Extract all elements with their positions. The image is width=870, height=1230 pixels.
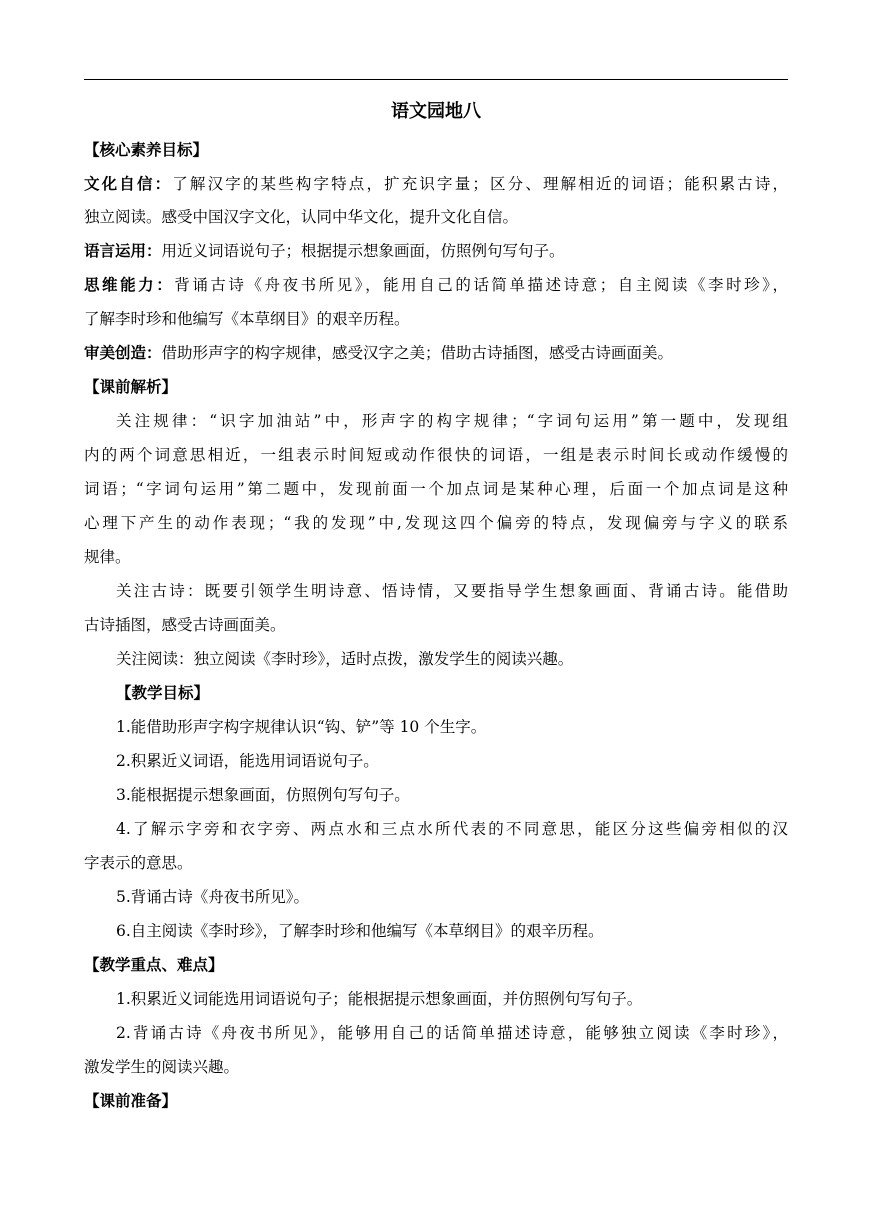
teaching-goal-item-cont: 字表示的意思。 bbox=[84, 854, 193, 872]
teaching-goal-item: 3.能根据提示想象画面，仿照例句写句子。 bbox=[116, 786, 410, 804]
analysis-paragraph-line: 心理下产生的动作表现；“我的发现”中,发现这四个偏旁的特点，发现偏旁与字义的联系 bbox=[84, 514, 788, 532]
key-point-item: 2.背诵古诗《舟夜书所见》，能够用自己的话简单描述诗意，能够独立阅读《李时珍》， bbox=[116, 1024, 788, 1042]
analysis-paragraph-line: 关注古诗：既要引领学生明诗意、悟诗情，又要指导学生想象画面、背诵古诗。能借助 bbox=[116, 582, 788, 600]
analysis-paragraph-line: 关注规律：“识字加油站”中，形声字的构字规律；“字词句运用”第一题中，发现组 bbox=[116, 412, 788, 430]
core-goal-culture-cont: 独立阅读。感受中国汉字文化，认同中华文化，提升文化自信。 bbox=[84, 208, 519, 226]
analysis-paragraph-line: 规律。 bbox=[84, 548, 131, 566]
section-heading-teaching-goals: 【教学目标】 bbox=[116, 683, 210, 702]
key-point-item: 1.积累近义词能选用词语说句子；能根据提示想象画面，并仿照例句写句子。 bbox=[116, 990, 643, 1008]
core-goal-culture bbox=[84, 173, 788, 195]
analysis-paragraph-line: 内的两个词意思相近，一组表示时间短或动作很快的词语，一组是表示时间长或动作缓慢的 bbox=[84, 446, 788, 464]
teaching-goal-item: 4.了解示字旁和衣字旁、两点水和三点水所代表的不同意思，能区分这些偏旁相似的汉 bbox=[116, 820, 788, 838]
page-title: 语文园地八 bbox=[391, 101, 481, 122]
core-goal-thinking-cont: 了解李时珍和他编写《本草纲目》的艰辛历程。 bbox=[84, 310, 410, 328]
analysis-paragraph-line: 古诗插图，感受古诗画面美。 bbox=[84, 616, 286, 634]
section-heading-core-goals: 【核心素养目标】 bbox=[84, 140, 209, 159]
core-goal-thinking bbox=[84, 274, 788, 296]
core-goal-aesthetic bbox=[84, 342, 788, 364]
core-goal-label: 语言运用： bbox=[84, 241, 162, 260]
core-goal-label: 思维能力： bbox=[84, 275, 175, 294]
core-goal-text: 背诵古诗《舟夜书所见》，能用自己的话简单描述诗意；自主阅读《李时珍》， bbox=[174, 276, 788, 294]
core-goal-text: 了解汉字的某些构字特点，扩充识字量；区分、理解相近的词语；能积累古诗， bbox=[172, 175, 788, 193]
teaching-goal-item: 5.背诵古诗《舟夜书所见》。 bbox=[116, 888, 310, 906]
analysis-paragraph-line: 关注阅读：独立阅读《李时珍》，适时点拨，激发学生的阅读兴趣。 bbox=[116, 650, 574, 668]
analysis-paragraph-line: 词语；“字词句运用”第二题中，发现前面一个加点词是某种心理，后面一个加点词是这种 bbox=[84, 480, 788, 498]
core-goal-label: 文化自信： bbox=[84, 174, 173, 193]
teaching-goal-item: 6.自主阅读《李时珍》，了解李时珍和他编写《本草纲目》的艰辛历程。 bbox=[116, 922, 604, 940]
header-rule bbox=[84, 79, 788, 80]
section-heading-analysis: 【课前解析】 bbox=[84, 377, 178, 396]
core-goal-label: 审美创造： bbox=[84, 343, 162, 362]
teaching-goal-item: 2.积累近义词语，能选用词语说句子。 bbox=[116, 752, 379, 770]
core-goal-text: 借助形声字的构字规律，感受汉字之美；借助古诗插图，感受古诗画面美。 bbox=[161, 344, 674, 362]
key-point-item-cont: 激发学生的阅读兴趣。 bbox=[84, 1058, 240, 1076]
core-goal-text: 用近义词语说句子；根据提示想象画面，仿照例句写句子。 bbox=[161, 242, 565, 260]
section-heading-preparation: 【课前准备】 bbox=[84, 1091, 178, 1110]
section-heading-key-points: 【教学重点、难点】 bbox=[84, 955, 224, 974]
teaching-goal-item: 1.能借助形声字构字规律认识“钩、铲”等 10 个生字。 bbox=[116, 718, 487, 736]
core-goal-language bbox=[84, 240, 788, 262]
